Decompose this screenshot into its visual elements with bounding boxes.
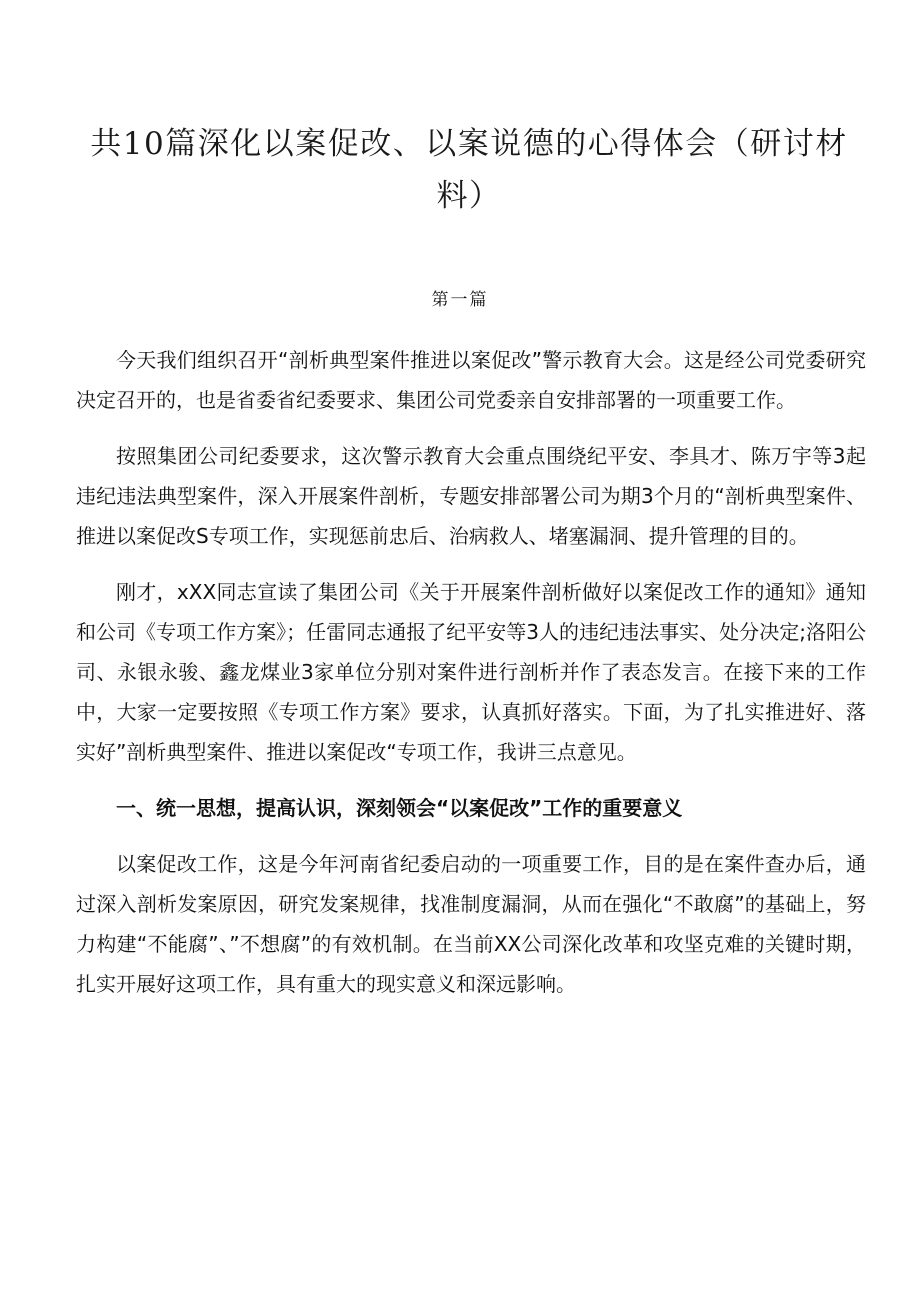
paragraph-3: 刚才，xXX同志宣读了集团公司《关于开展案件剖析做好以案促改工作的通知》通知和公司《专项工作方案》；任雷同志通报了纪平安等3人的违纪违法事实、处分决定;洛阳公司、永银永骏、鑫龙煤业3家单位分别对案件进行剖析并作了表态发言。在接下来的工作中，大家一定要按照《专项工作方案》要求，认真抓好落实。下面，为了扎实推进好、落实好”剖析典型案件、推进以案促改“专项工作，我讲三点意见。 [76,580,866,764]
subheading-1: 一、统一思想，提高认识，深刻领会“以案促改”工作的重要意义 [116,796,683,820]
section-label: 第一篇 [431,290,489,310]
document-title: 共10篇深化以案促改、以案说德的心得体会（研讨材料） [90,126,848,214]
document-body [76,340,866,1020]
paragraph-2: 按照集团公司纪委要求，这次警示教育大会重点围绕纪平安、李具才、陈万宇等3起违纪违法典型案件，深入开展案件剖析，专题安排部署公司为期3个月的“剖析典型案件、推进以案促改S专项工作，实现惩前忠后、治病救人、堵塞漏洞、提升管理的目的。 [76,444,866,548]
paragraph-4: 以案促改工作，这是今年河南省纪委启动的一项重要工作，目的是在案件查办后，通过深入剖析发案原因，研究发案规律，找准制度漏洞，从而在强化“不敢腐”的基础上，努力构建“不能腐”、”不想腐”的有效机制。在当前XX公司深化改革和攻坚克难的关键时期，扎实开展好这项工作，具有重大的现实意义和深远影响。 [76,852,866,996]
paragraph-1: 今天我们组织召开“剖析典型案件推进以案促改”警示教育大会。这是经公司党委研究决定召开的，也是省委省纪委要求、集团公司党委亲自安排部署的一项重要工作。 [76,348,866,412]
